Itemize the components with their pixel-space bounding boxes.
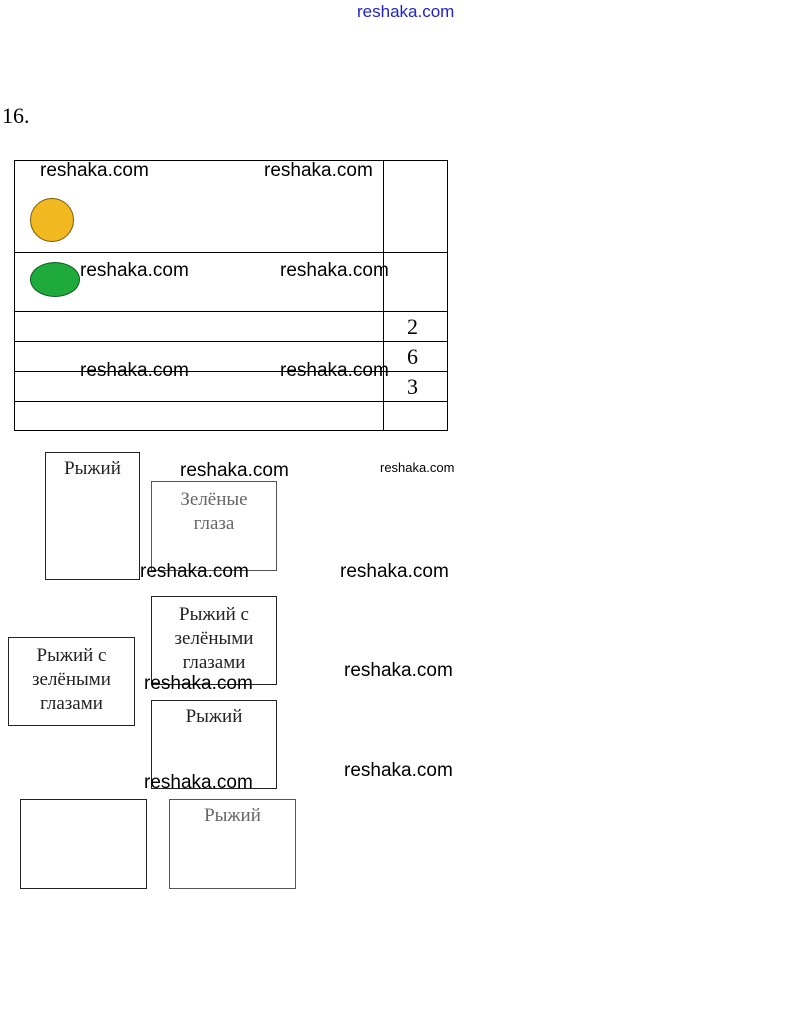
watermark: reshaka.com <box>144 772 253 793</box>
card-red-green-eyes <box>151 596 277 685</box>
table-cell-number: 3 <box>407 374 418 399</box>
watermark: reshaka.com <box>344 660 453 681</box>
card-empty <box>20 799 147 889</box>
watermark: reshaka.com <box>80 260 189 281</box>
table-row-divider <box>14 341 448 342</box>
watermark: reshaka.com <box>340 561 449 582</box>
table-row-divider <box>14 252 448 253</box>
table-row-divider <box>14 311 448 312</box>
card-label: Рыжий <box>185 706 243 727</box>
problem-number: 16. <box>2 103 30 128</box>
card-red <box>169 799 296 889</box>
site-header-link[interactable]: reshaka.com <box>357 2 455 21</box>
card-red-green-eyes <box>8 637 135 726</box>
yellow-circle-icon <box>30 198 74 242</box>
table-border-right <box>447 160 448 431</box>
watermark: reshaka.com <box>144 673 253 694</box>
watermark: reshaka.com <box>40 160 149 181</box>
watermark: reshaka.com <box>380 460 455 475</box>
watermark: reshaka.com <box>280 260 389 281</box>
card-label: Рыжий с зелёными глазами <box>32 645 111 714</box>
watermark: reshaka.com <box>140 561 249 582</box>
table-cell-number: 6 <box>407 344 418 369</box>
watermark: reshaka.com <box>264 160 373 181</box>
green-circle-icon <box>30 262 80 297</box>
table-border-left <box>14 160 15 431</box>
watermark: reshaka.com <box>80 360 189 381</box>
watermark: reshaka.com <box>344 760 453 781</box>
table-row-divider <box>14 401 448 402</box>
card-label: Рыжий <box>64 458 121 479</box>
card-label: Зелёные глаза <box>180 489 248 534</box>
card-label: Рыжий <box>204 805 261 826</box>
card-red <box>45 452 140 580</box>
card-green-eyes <box>151 481 277 571</box>
table-column-divider <box>383 160 384 431</box>
card-label: Рыжий с зелёными глазами <box>174 604 254 673</box>
table-cell-number: 2 <box>407 314 418 339</box>
watermark: reshaka.com <box>180 460 289 481</box>
watermark: reshaka.com <box>280 360 389 381</box>
